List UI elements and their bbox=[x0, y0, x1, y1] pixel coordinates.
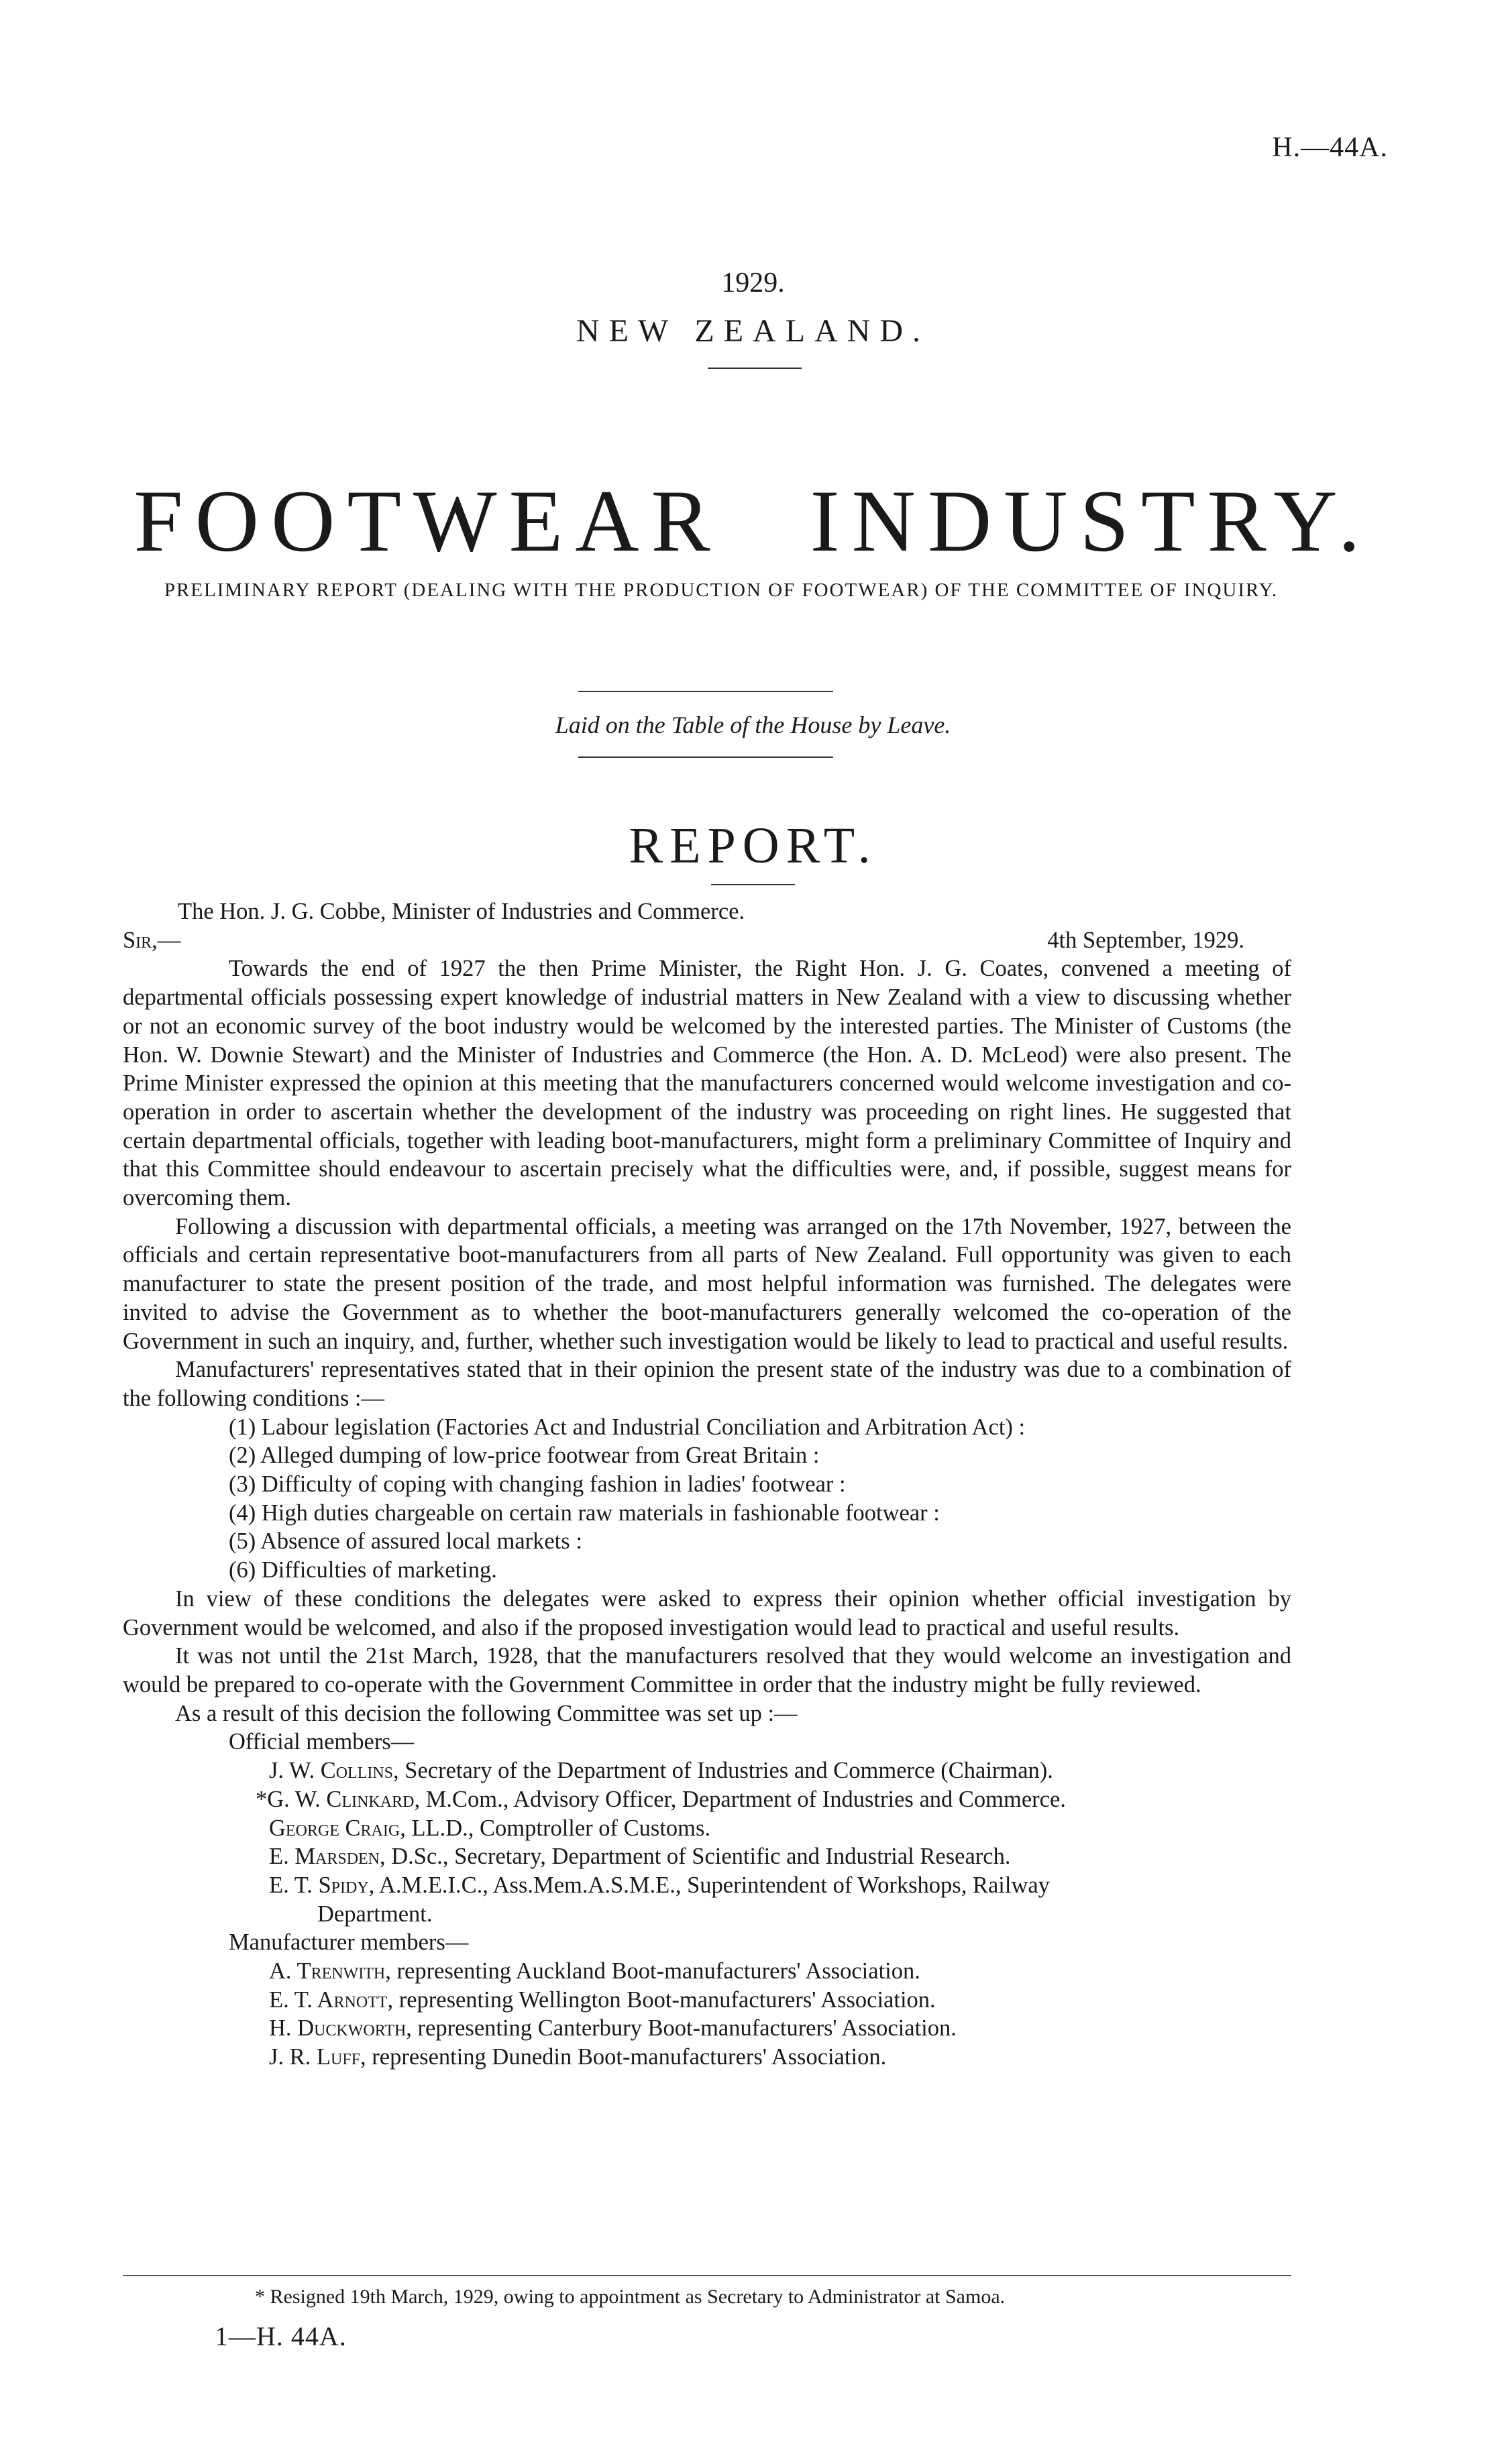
condition-item: (6) Difficulties of marketing. bbox=[229, 1557, 497, 1583]
document-reference: H.—44A. bbox=[1272, 132, 1388, 163]
divider bbox=[711, 884, 795, 885]
committee-member: J. W. Collins, Secretary of the Department of Industries and Commerce (Chairman). bbox=[269, 1758, 1053, 1784]
letter-date: 4th September, 1929. bbox=[1047, 927, 1244, 953]
year: 1929. bbox=[721, 268, 785, 298]
footnote: * Resigned 19th March, 1929, owing to appointment as Secretary to Administrator at Samoa. bbox=[255, 2286, 1006, 2308]
condition-item: (4) High duties chargeable on certain raw materials in fashionable footwear : bbox=[229, 1500, 940, 1526]
subtitle: PRELIMINARY REPORT (DEALING WITH THE PRODUCTION OF FOOTWEAR) OF THE COMMITTEE OF INQUIRY. bbox=[164, 579, 1279, 601]
committee-member-continuation: Department. bbox=[317, 1901, 433, 1927]
committee-member: H. Duckworth, representing Canterbury Boot-manufacturers' Association. bbox=[269, 2015, 957, 2041]
condition-item: (5) Absence of assured local markets : bbox=[229, 1528, 582, 1555]
official-members-heading: Official members— bbox=[229, 1729, 415, 1755]
laid-on-table-note: Laid on the Table of the House by Leave. bbox=[555, 712, 951, 738]
page-number: 1—H. 44A. bbox=[215, 2321, 347, 2351]
paragraph: Manufacturers' representatives stated that in their opinion the present state of the industry was due to a combination of the following conditions :— bbox=[123, 1357, 1291, 1411]
committee-member: E. T. Arnott, representing Wellington Boot-manufacturers' Association. bbox=[269, 1986, 936, 2013]
paragraph: Towards the end of 1927 the then Prime Minister, the Right Hon. J. G. Coates, convened a meeting of departmental officials possessing expert knowledge of industrial matters in New Zealand with a view to discussing whether or not an economic survey of the boot industry would be welcomed by the interested parties. The Minister of Customs (the Hon. W. Downie Stewart) and the Minister of Industries and Commerce (the Hon. A. D. McLeod) were also present. The Prime Minister expressed the opinion at this meeting that the manufacturers concerned would welcome investigation and co-operation in order to ascertain whether the development of the industry was proceeding on right lines. He suggested that certain departmental officials, together with leading boot-manufacturers, might form a preliminary Committee of Inquiry and that this Committee should endeavour to ascertain precisely what the difficulties were, and, if possible, suggest means for overcoming them. bbox=[123, 956, 1291, 1211]
committee-member: George Craig, LL.D., Comptroller of Customs. bbox=[269, 1815, 711, 1841]
divider bbox=[578, 691, 833, 692]
committee-member: E. T. Spidy, A.M.E.I.C., Ass.Mem.A.S.M.E., Superintendent of Workshops, Railway bbox=[269, 1872, 1050, 1898]
divider bbox=[708, 368, 802, 369]
report-heading: REPORT. bbox=[629, 818, 877, 874]
condition-item: (2) Alleged dumping of low-price footwear from Great Britain : bbox=[229, 1443, 820, 1469]
paragraph: It was not until the 21st March, 1928, that the manufacturers resolved that they would welcome an investigation and would be prepared to co-operate with the Government Committee in order that the industry might be fully reviewed. bbox=[123, 1643, 1291, 1697]
paragraph: Following a discussion with departmental officials, a meeting was arranged on the 17th November, 1927, between the officials and certain representative boot-manufacturers from all parts of New Zealand. Full opportunity was given to each manufacturer to state the present position of the trade, and most helpful information was furnished. The delegates were invited to advise the Government as to whether the boot-manufacturers generally welcomed the co-operation of the Government in such an inquiry, and, further, whether such investigation would be likely to lead to practical and useful results. bbox=[123, 1213, 1291, 1354]
salutation: Sir,— bbox=[123, 927, 181, 953]
addressee: The Hon. J. G. Cobbe, Minister of Industries and Commerce. bbox=[178, 899, 745, 924]
salutation-row bbox=[123, 926, 1291, 955]
condition-item: (1) Labour legislation (Factories Act and Industrial Conciliation and Arbitration Act) : bbox=[229, 1414, 1026, 1440]
country: NEW ZEALAND. bbox=[576, 313, 930, 349]
page-title: FOOTWEAR INDUSTRY. bbox=[133, 471, 1373, 570]
paragraph: In view of these conditions the delegates were asked to express their opinion whether official investigation by Government would be welcomed, and also if the proposed investigation would lead to practical and useful results. bbox=[123, 1585, 1291, 1640]
condition-item: (3) Difficulty of coping with changing fashion in ladies' footwear : bbox=[229, 1471, 846, 1498]
divider bbox=[578, 757, 833, 758]
committee-member: A. Trenwith, representing Auckland Boot-manufacturers' Association. bbox=[269, 1958, 920, 1984]
report-body bbox=[123, 897, 1291, 2072]
footnote-marker: * bbox=[256, 1786, 268, 1812]
committee-member: *G. W. Clinkard, M.Com., Advisory Officer, Department of Industries and Commerce. bbox=[256, 1786, 1066, 1812]
committee-member: E. Marsden, D.Sc., Secretary, Department of Scientific and Industrial Research. bbox=[269, 1844, 1011, 1870]
manufacturer-members-heading: Manufacturer members— bbox=[229, 1929, 469, 1956]
committee-member: J. R. Luff, representing Dunedin Boot-manufacturers' Association. bbox=[269, 2044, 887, 2070]
footnote-divider bbox=[123, 2275, 1291, 2276]
paragraph: As a result of this decision the following Committee was set up :— bbox=[175, 1700, 798, 1726]
